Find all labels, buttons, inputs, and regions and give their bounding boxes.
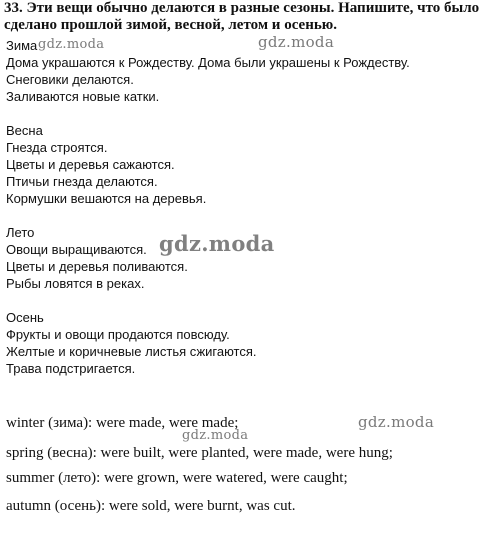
section-heading-spring: Весна: [6, 123, 43, 138]
summer-line-2: Цветы и деревья поливаются.: [6, 259, 188, 274]
task-number: 33.: [4, 0, 23, 16]
autumn-line-2: Желтые и коричневые листья сжигаются.: [6, 344, 257, 359]
autumn-line-3: Трава подстригается.: [6, 361, 136, 376]
section-heading-summer: Лето: [6, 225, 35, 240]
watermark: gdz.moda: [38, 37, 105, 52]
answer-summer: summer (лето): were grown, were watered, were caught;: [6, 470, 348, 486]
winter-line-1: Дома украшаются к Рождеству. Дома были украшены к Рождеству.: [6, 55, 410, 70]
watermark: gdz.moda: [159, 231, 275, 256]
autumn-line-1: Фрукты и овощи продаются повсюду.: [6, 327, 230, 342]
winter-line-3: Заливаются новые катки.: [6, 89, 160, 104]
section-heading-autumn: Осень: [6, 310, 44, 325]
summer-line-3: Рыбы ловятся в реках.: [6, 276, 145, 291]
answer-winter: winter (зима): were made, were made;: [6, 415, 239, 431]
spring-line-2: Цветы и деревья сажаются.: [6, 157, 175, 172]
spring-line-3: Птичьи гнезда делаются.: [6, 174, 158, 189]
spring-line-1: Гнезда строятся.: [6, 140, 108, 155]
spring-line-4: Кормушки вешаются на деревья.: [6, 191, 207, 206]
winter-line-2: Снеговики делаются.: [6, 72, 134, 87]
task-statement: [4, 0, 484, 34]
task-text: Эти вещи обычно делаются в разные сезоны. Напишите, что было сделано прошлой зимой, весной, летом и осенью.: [4, 0, 480, 33]
answer-autumn: autumn (осень): were sold, were burnt, was cut.: [6, 498, 296, 514]
watermark: gdz.moda: [258, 33, 335, 51]
watermark: gdz.moda: [358, 413, 435, 431]
answer-spring: spring (весна): were built, were planted, were made, were hung;: [6, 445, 393, 461]
watermark: gdz.moda: [182, 428, 249, 443]
section-heading-winter: Зима: [6, 38, 38, 53]
summer-line-1: Овощи выращиваются.: [6, 242, 147, 257]
